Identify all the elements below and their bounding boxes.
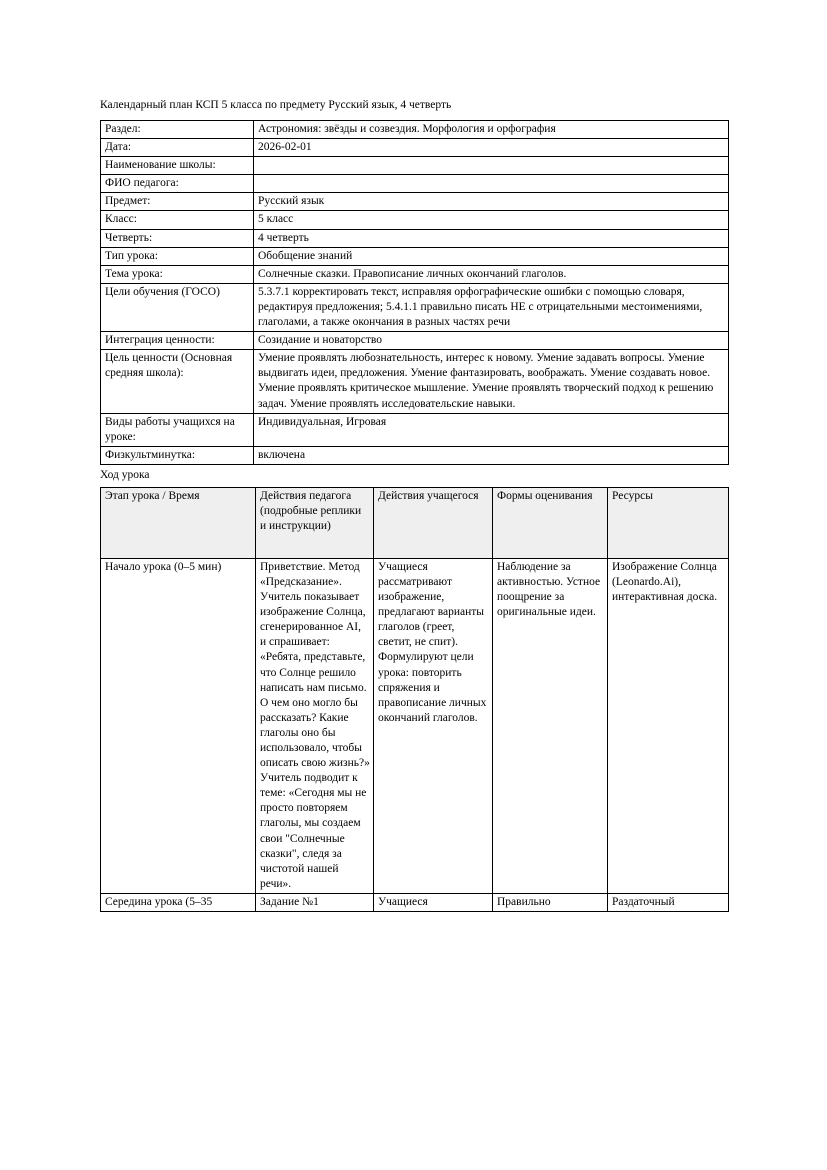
cell-teacher-actions: Задание №1 bbox=[256, 893, 374, 911]
table-row bbox=[101, 247, 729, 265]
table-row bbox=[101, 139, 729, 157]
info-label: ФИО педагога: bbox=[101, 175, 254, 193]
column-header-student-actions: Действия учащегося bbox=[374, 487, 493, 558]
info-value: Солнечные сказки. Правописание личных окончаний глаголов. bbox=[254, 265, 729, 283]
table-row bbox=[101, 558, 729, 893]
column-header-teacher-actions: Действия педагога (подробные реплики и инструкции) bbox=[256, 487, 374, 558]
info-label: Наименование школы: bbox=[101, 157, 254, 175]
info-label: Тип урока: bbox=[101, 247, 254, 265]
cell-student-actions: Учащиеся bbox=[374, 893, 493, 911]
lesson-flow-head bbox=[101, 487, 729, 558]
cell-resources: Изображение Солнца (Leonardo.Ai), интерактивная доска. bbox=[608, 558, 729, 893]
lesson-info-body bbox=[101, 121, 729, 465]
table-header-row bbox=[101, 487, 729, 558]
lesson-flow-table bbox=[100, 487, 729, 912]
table-row bbox=[101, 157, 729, 175]
table-row bbox=[101, 446, 729, 464]
cell-teacher-actions: Приветствие. Метод «Предсказание». Учитель показывает изображение Солнца, сгенерированное AI, и спрашивает: «Ребята, представьте, что Солнце решило написать нам письмо. О чем оно могло бы рассказать? Какие глаголы оно бы использовало, чтобы описать свою жизнь?» Учитель подводит к теме: «Сегодня мы не просто повторяем глаголы, мы создаем свои "Солнечные сказки", следя за чистотой нашей речи». bbox=[256, 558, 374, 893]
table-row bbox=[101, 175, 729, 193]
table-row bbox=[101, 211, 729, 229]
info-value: 5 класс bbox=[254, 211, 729, 229]
table-row bbox=[101, 413, 729, 446]
info-label: Цели обучения (ГОСО) bbox=[101, 283, 254, 331]
info-value: включена bbox=[254, 446, 729, 464]
info-label: Четверть: bbox=[101, 229, 254, 247]
lesson-flow-body bbox=[101, 558, 729, 911]
cell-stage: Начало урока (0–5 мин) bbox=[101, 558, 256, 893]
column-header-resources: Ресурсы bbox=[608, 487, 729, 558]
table-row bbox=[101, 265, 729, 283]
column-header-stage: Этап урока / Время bbox=[101, 487, 256, 558]
info-label: Виды работы учащихся на уроке: bbox=[101, 413, 254, 446]
lesson-info-table bbox=[100, 120, 729, 465]
table-row bbox=[101, 893, 729, 911]
info-value: Астрономия: звёзды и созвездия. Морфология и орфография bbox=[254, 121, 729, 139]
info-value: 5.3.7.1 корректировать текст, исправляя орфографические ошибки с помощью словаря, редактируя предложения; 5.4.1.1 правильно писать НЕ с отрицательными местоимениями, глаголами, а также окончания в разных частях речи bbox=[254, 283, 729, 331]
info-label: Предмет: bbox=[101, 193, 254, 211]
info-label: Тема урока: bbox=[101, 265, 254, 283]
info-value: 2026-02-01 bbox=[254, 139, 729, 157]
cell-assessment: Правильно bbox=[493, 893, 608, 911]
cell-stage: Середина урока (5–35 bbox=[101, 893, 256, 911]
document-content bbox=[100, 98, 728, 912]
cell-resources: Раздаточный bbox=[608, 893, 729, 911]
table-row bbox=[101, 229, 729, 247]
info-label: Интеграция ценности: bbox=[101, 332, 254, 350]
table-row bbox=[101, 332, 729, 350]
info-value bbox=[254, 175, 729, 193]
info-value: Обобщение знаний bbox=[254, 247, 729, 265]
info-label: Класс: bbox=[101, 211, 254, 229]
column-header-assessment: Формы оценивания bbox=[493, 487, 608, 558]
cell-assessment: Наблюдение за активностью. Устное поощрение за оригинальные идеи. bbox=[493, 558, 608, 893]
lesson-flow-heading: Ход урока bbox=[100, 468, 150, 481]
info-value: Созидание и новаторство bbox=[254, 332, 729, 350]
page-title: Календарный план КСП 5 класса по предмету Русский язык, 4 четверть bbox=[100, 99, 452, 111]
info-label: Раздел: bbox=[101, 121, 254, 139]
table-row bbox=[101, 350, 729, 413]
info-label: Цель ценности (Основная средняя школа): bbox=[101, 350, 254, 413]
info-value: 4 четверть bbox=[254, 229, 729, 247]
table-row bbox=[101, 193, 729, 211]
info-value: Русский язык bbox=[254, 193, 729, 211]
table-row bbox=[101, 283, 729, 331]
info-value: Индивидуальная, Игровая bbox=[254, 413, 729, 446]
cell-student-actions: Учащиеся рассматривают изображение, предлагают варианты глаголов (греет, светит, не спит). Формулируют цели урока: повторить спряжения и правописание личных окончаний глаголов. bbox=[374, 558, 493, 893]
table-row bbox=[101, 121, 729, 139]
info-value: Умение проявлять любознательность, интерес к новому. Умение задавать вопросы. Умение выдвигать идеи, предложения. Умение фантазировать, воображать. Умение создавать новое. Умение проявлять критическое мышление. Умение проявлять творческий подход к решению задач. Умение проявлять исследовательские навыки. bbox=[254, 350, 729, 413]
info-label: Дата: bbox=[101, 139, 254, 157]
info-label: Физкультминутка: bbox=[101, 446, 254, 464]
info-value bbox=[254, 157, 729, 175]
